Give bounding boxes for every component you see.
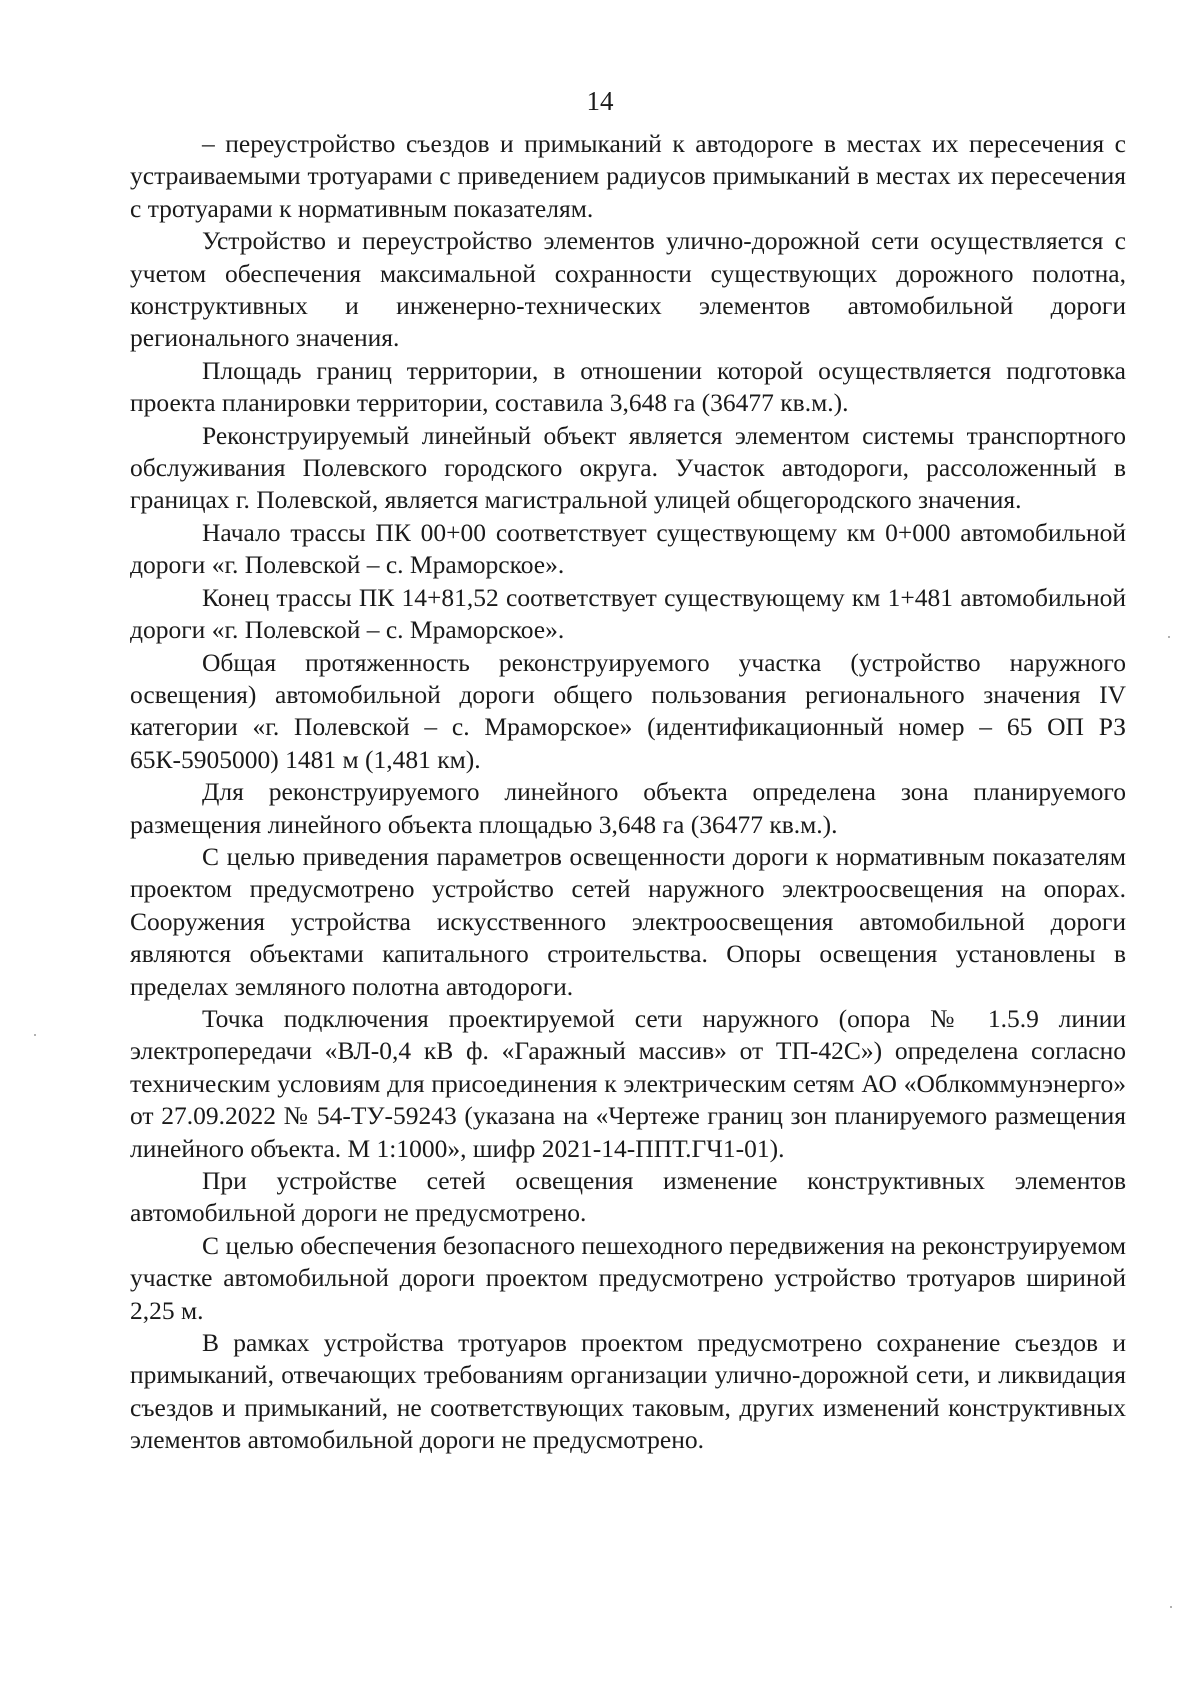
paragraph-reconstruction-of-exits: – переустройство съездов и примыканий к автодороге в местах их пересечения с устраиваемыми тротуарами с приведением радиусов примыканий в местах их пересечения с тротуарами к нормативным показателям. xyxy=(130,129,1126,223)
scan-speck xyxy=(1170,1606,1172,1608)
paragraph-territory-area: Площадь границ территории, в отношении которой осуществляется подготовка проекта планировки территории, составила 3,648 га (36477 кв.м.). xyxy=(130,355,1126,418)
document-body xyxy=(130,128,1126,1457)
scan-speck xyxy=(1168,636,1170,638)
paragraph-sidewalks: С целью обеспечения безопасного пешеходного передвижения на реконструируемом участке автомобильной дороги проектом предусмотрено устройство тротуаров шириной 2,25 м. xyxy=(130,1230,1126,1325)
paragraph-route-end: Конец трассы ПК 14+81,52 соответствует существующему км 1+481 автомобильной дороги «г. Полевской – с. Мраморское». xyxy=(130,582,1126,645)
paragraph-road-network-elements: Устройство и переустройство элементов улично-дорожной сети осуществляется с учетом обеспечения максимальной сохранности существующих дорожного полотна, конструктивных и инженерно-технических элементов автомобильной дороги регионального значения. xyxy=(130,226,1126,353)
scan-speck xyxy=(34,1034,36,1036)
paragraph-placement-zone: Для реконструируемого линейного объекта определена зона планируемого размещения линейного объекта площадью 3,648 га (36477 кв.м.). xyxy=(130,777,1126,839)
paragraph-lighting-network: С целью приведения параметров освещенности дороги к нормативным показателям проектом предусмотрено устройство сетей наружного электроосвещения на опорах. Сооружения устройства искусственного электроосвещения автомобильной дороги являются объектами капитального строительства. Опоры освещения установлены в пределах земляного полотна автодороги. xyxy=(130,841,1126,1001)
paragraph-total-length: Общая протяженность реконструируемого участка (устройство наружного освещения) автомобильной дороги общего пользования регионального значения IV категории «г. Полевской – с. Мраморское» (идентификационный номер – 65 ОП РЗ 65К-5905000) 1481 м (1,481 км). xyxy=(130,647,1126,774)
paragraph-no-structural-changes: При устройстве сетей освещения изменение конструктивных элементов автомобильной дороги не предусмотрено. xyxy=(130,1166,1126,1228)
paragraph-linear-object-role: Реконструируемый линейный объект является элементом системы транспортного обслуживания Полевского городского округа. Участок автодороги, рассоложенный в границах г. Полевской, является магистральной улицей общегородского значения. xyxy=(130,420,1126,515)
paragraph-connection-point: Точка подключения проектируемой сети наружного (опора № 1.5.9 линии электропередачи «ВЛ-0,4 кВ ф. «Гаражный массив» от ТП-42С») определена согласно техническим условиям для присоединения к электрическим сетям АО «Облкоммунэнерго» от 27.09.2022 № 54-ТУ-59243 (указана на «Чертеже границ зон планируемого размещения линейного объекта. М 1:1000», шифр 2021-14-ППТ.ГЧ1-01). xyxy=(130,1003,1126,1163)
paragraph-route-start: Начало трассы ПК 00+00 соответствует существующему км 0+000 автомобильной дороги «г. Полевской – с. Мраморское». xyxy=(130,517,1126,580)
page-number: 14 xyxy=(586,86,614,116)
paragraph-sidewalk-exits: В рамках устройства тротуаров проектом предусмотрено сохранение съездов и примыканий, отвечающих требованиям организации улично-дорожной сети, и ликвидация съездов и примыканий, не соответствующих таковым, других изменений конструктивных элементов автомобильной дороги не предусмотрено. xyxy=(130,1328,1126,1455)
